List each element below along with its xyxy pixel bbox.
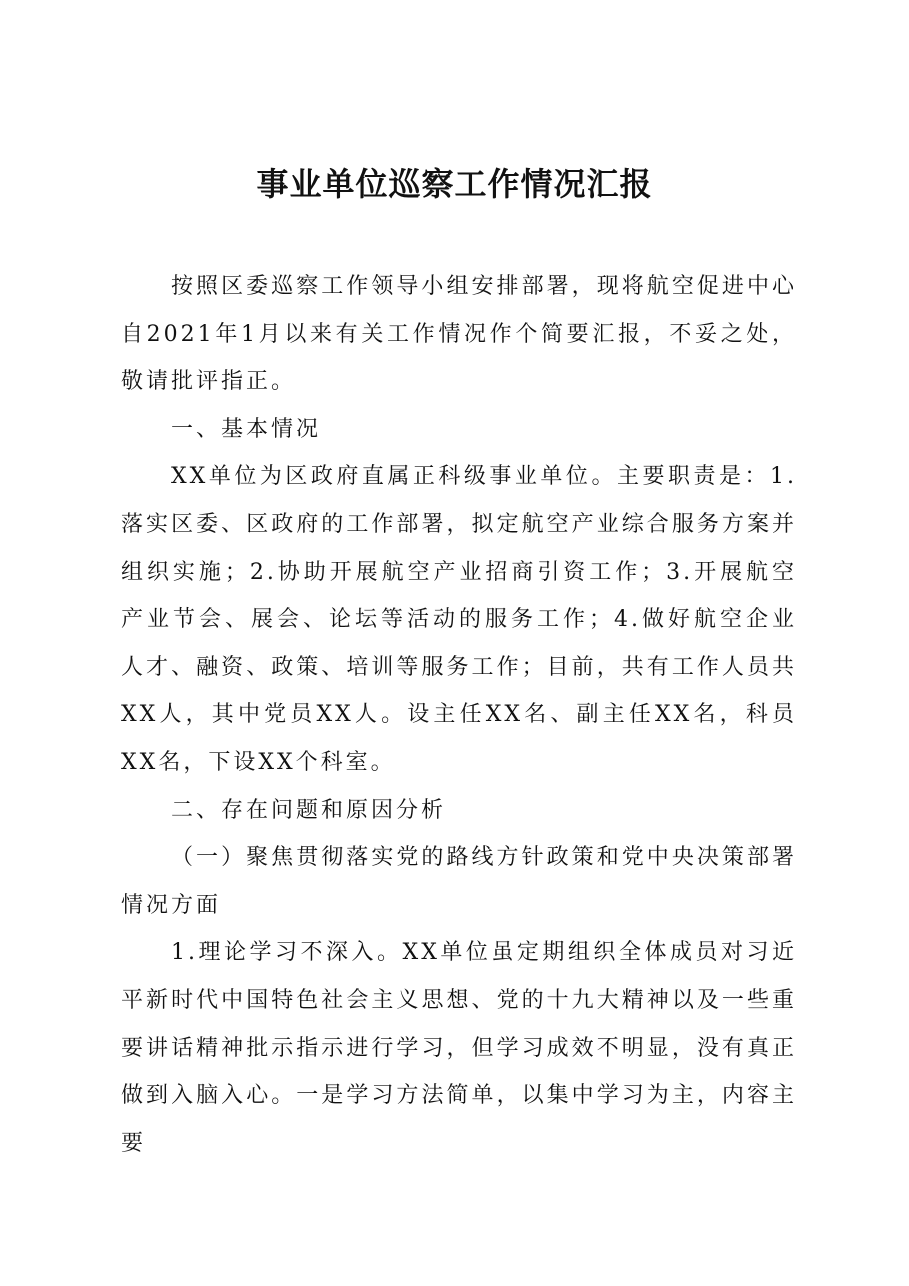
document-title: 事业单位巡察工作情况汇报 xyxy=(256,165,653,203)
section-heading-basic: 一、基本情况 xyxy=(171,416,322,442)
basic-info-paragraph: XX单位为区政府直属正科级事业单位。主要职责是：1.落实区委、区政府的工作部署，拟定航空产业综合服务方案并组织实施；2.协助开展航空产业招商引资工作；3.开展航空产业节会、展会、论坛等活动的服务工作；4.做好航空企业人才、融资、政策、培训等服务工作；目前，共有工作人员共XX人，其中党员XX人。设主任XX名、副主任XX名，科员XX名，下设XX个科室。 xyxy=(121,464,797,775)
theory-study-paragraph: 1.理论学习不深入。XX单位虽定期组织全体成员对习近平新时代中国特色社会主义思想、党的十九大精神以及一些重要讲话精神批示指示进行学习，但学习成效不明显，没有真正做到入脑入心。一是学习方法简单，以集中学习为主，内容主要 xyxy=(121,940,797,1156)
document-body xyxy=(121,263,797,1167)
subsection-heading-policy: （一）聚焦贯彻落实党的路线方针政策和党中央决策部署情况方面 xyxy=(121,845,797,918)
section-heading-problems: 二、存在问题和原因分析 xyxy=(171,797,447,823)
intro-paragraph: 按照区委巡察工作领导小组安排部署，现将航空促进中心自2021年1月以来有关工作情况作个简要汇报，不妥之处，敬请批评指正。 xyxy=(121,274,797,395)
